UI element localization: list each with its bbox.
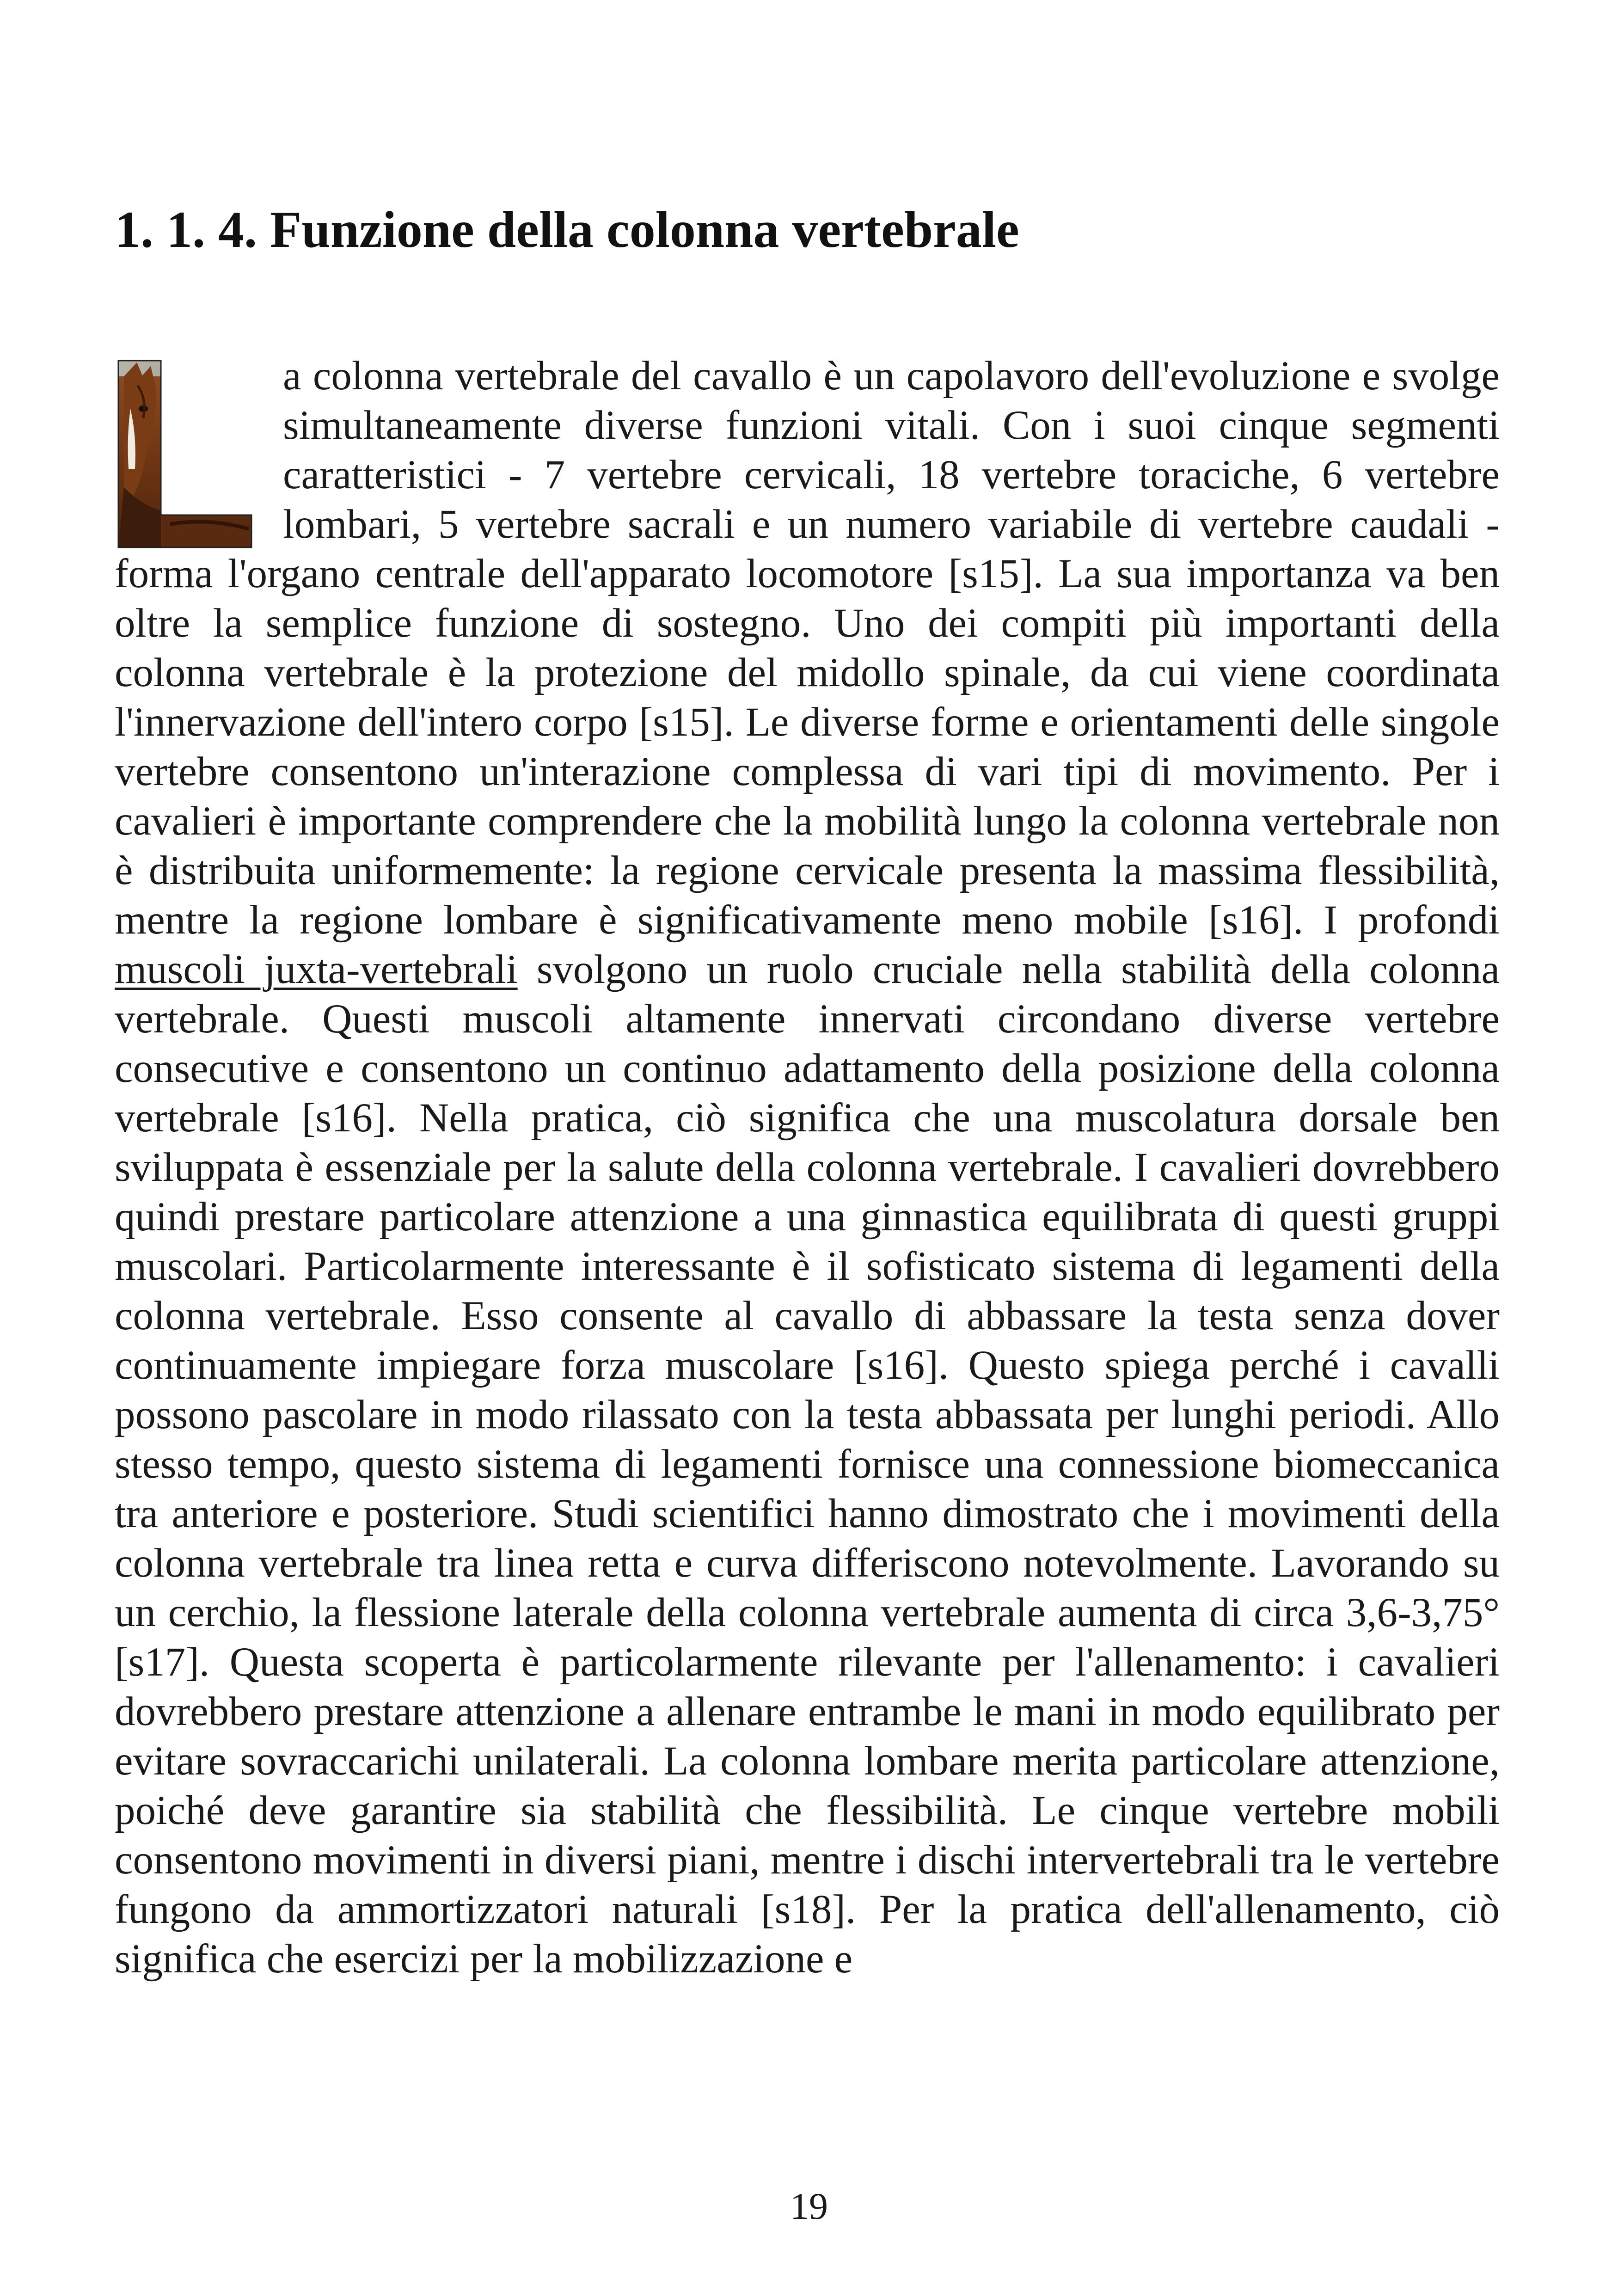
- body-text-part-1: a colonna vertebrale del cavallo è un capolavoro dell'evoluzione e svolge simultaneamente diverse funzioni vitali. Con i suoi cinque segmenti caratteristici - 7 vertebre cervicali, 18 vertebre toraciche, 6 vertebre lombari, 5 vertebre sacrali e un numero variabile di vertebre caudali - forma l'organo centrale dell'apparato locomotore [s15]. La sua importanza va ben oltre la semplice funzione di sostegno. Uno dei compiti più importanti della colonna vertebrale è la protezione del midollo spinale, da cui viene coordinata l'innervazione dell'intero corpo [s15]. Le diverse forme e orientamenti delle singole vertebre consentono un'interazione complessa di vari tipi di movimento. Per i cavalieri è importante comprendere che la mobilità lungo la colonna vertebrale non è distribuita uniformemente: la regione cervicale presenta la massima flessibilità, mentre la regione lombare è significativamente meno mobile [s16]. I profondi: [115, 353, 1500, 943]
- horse-head-dropcap-icon: [115, 358, 253, 548]
- page-number: 19: [790, 2185, 828, 2227]
- link-muscoli-juxta-vertebrali[interactable]: muscoli juxta-vertebrali: [115, 947, 518, 992]
- body-paragraph: [115, 351, 1500, 1984]
- body-text-part-2: svolgono un ruolo cruciale nella stabilità della colonna vertebrale. Questi muscoli altamente innervati circondano diverse vertebre consecutive e consentono un continuo adattamento della posizione della colonna vertebrale [s16]. Nella pratica, ciò significa che una muscolatura dorsale ben sviluppata è essenziale per la salute della colonna vertebrale. I cavalieri dovrebbero quindi prestare particolare attenzione a una ginnastica equilibrata di questi gruppi muscolari. Particolarmente interessante è il sofisticato sistema di legamenti della colonna vertebrale. Esso consente al cavallo di abbassare la testa senza dover continuamente impiegare forza muscolare [s16]. Questo spiega perché i cavalli possono pascolare in modo rilassato con la testa abbassata per lunghi periodi. Allo stesso tempo, questo sistema di legamenti fornisce una connessione biomeccanica tra anteriore e posteriore. Studi scientifici hanno dimostrato che i movimenti della colonna vertebrale tra linea retta e curva differiscono notevolmente. Lavorando su un cerchio, la flessione laterale della colonna vertebrale aumenta di circa 3,6-3,75° [s17]. Questa scoperta è particolarmente rilevante per l'allenamento: i cavalieri dovrebbero prestare attenzione a allenare entrambe le mani in modo equilibrato per evitare sovraccarichi unilaterali. La colonna lombare merita particolare attenzione, poiché deve garantire sia stabilità che flessibilità. Le cinque vertebre mobili consentono movimenti in diversi piani, mentre i dischi intervertebrali tra le vertebre fungono da ammortizzatori naturali [s18]. Per la pratica dell'allenamento, ciò significa che esercizi per la mobilizzazione e: [115, 947, 1500, 1982]
- section-heading: 1. 1. 4. Funzione della colonna vertebrale: [115, 201, 1019, 258]
